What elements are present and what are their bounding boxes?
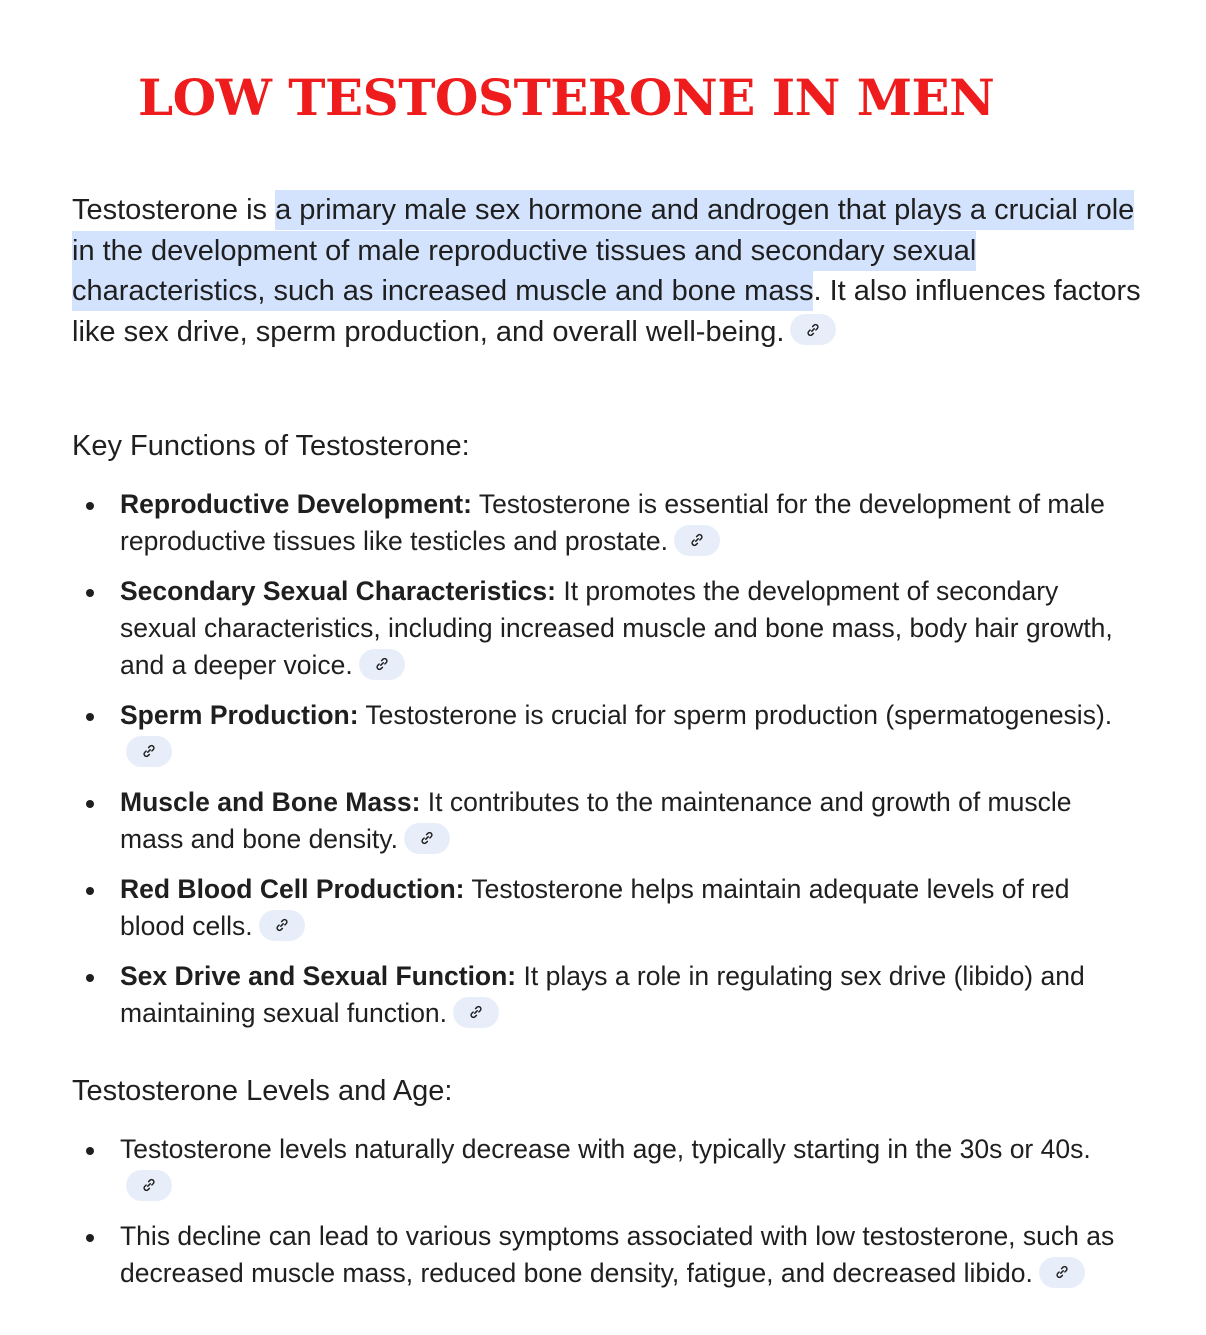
link-icon	[805, 322, 821, 338]
link-icon	[274, 917, 290, 933]
list-item	[72, 1218, 1132, 1292]
citation-link-button[interactable]	[674, 525, 720, 556]
list-item	[72, 958, 1132, 1032]
list-item	[72, 784, 1132, 858]
link-icon	[419, 830, 435, 846]
citation-link-button[interactable]	[359, 649, 405, 680]
link-icon	[141, 743, 157, 759]
link-icon	[141, 1177, 157, 1193]
list-item-text: It promotes the development of secondary sexual characteristics, including increased muscle and bone mass, body hair growth, and a deeper voice.	[120, 576, 1113, 680]
bullet-dot	[86, 589, 94, 597]
bullet-dot	[86, 800, 94, 808]
list-item-text: It contributes to the maintenance and growth of muscle mass and bone density.	[120, 787, 1072, 854]
intro-tail: . It also influences factors like sex drive, sperm production, and overall well-being.	[72, 275, 1141, 348]
list-item-text: It plays a role in regulating sex drive (libido) and maintaining sexual function.	[120, 961, 1085, 1028]
key-functions-list	[72, 486, 1132, 1045]
bullet-dot	[86, 1147, 94, 1155]
page-title: LOW TESTOSTERONE IN MEN	[138, 68, 995, 127]
citation-link-button[interactable]	[126, 736, 172, 767]
citation-link-button[interactable]	[126, 1170, 172, 1201]
bullet-dot	[86, 502, 94, 510]
list-item-text: Testosterone levels naturally decrease with age, typically starting in the 30s or 40s.	[120, 1134, 1091, 1164]
intro-paragraph	[72, 190, 1142, 352]
list-item	[72, 871, 1132, 945]
list-item	[72, 1131, 1132, 1205]
link-icon	[468, 1004, 484, 1020]
key-functions-heading: Key Functions of Testosterone:	[72, 430, 470, 462]
list-item-text: This decline can lead to various symptoms associated with low testosterone, such as decreased muscle mass, reduced bone density, fatigue, and decreased libido.	[120, 1221, 1115, 1288]
link-icon	[1054, 1264, 1070, 1280]
citation-link-button[interactable]	[1039, 1257, 1085, 1288]
citation-link-button[interactable]	[404, 823, 450, 854]
link-icon	[374, 656, 390, 672]
citation-link-button[interactable]	[790, 314, 836, 345]
intro-lead: Testosterone is	[72, 194, 276, 226]
list-item-term: Red Blood Cell Production:	[120, 874, 465, 904]
bullet-dot	[86, 974, 94, 982]
list-item	[72, 697, 1132, 771]
list-item-term: Muscle and Bone Mass:	[120, 787, 421, 817]
intro-highlight: a primary male sex hormone and androgen that plays a crucial role in the development of male reproductive tissues and secondary sexual characteristics, such as increased muscle and bone mass	[72, 190, 1134, 311]
list-item	[72, 573, 1132, 684]
levels-age-list	[72, 1131, 1132, 1305]
list-item	[72, 486, 1132, 560]
link-icon	[689, 532, 705, 548]
list-item-text: Testosterone is essential for the development of male reproductive tissues like testicles and prostate.	[120, 489, 1105, 556]
citation-link-button[interactable]	[453, 997, 499, 1028]
list-item-term: Reproductive Development:	[120, 489, 472, 519]
list-item-term: Sex Drive and Sexual Function:	[120, 961, 517, 991]
levels-age-heading: Testosterone Levels and Age:	[72, 1075, 453, 1107]
bullet-dot	[86, 713, 94, 721]
list-item-term: Secondary Sexual Characteristics:	[120, 576, 556, 606]
list-item-term: Sperm Production:	[120, 700, 359, 730]
list-item-text: Testosterone helps maintain adequate levels of red blood cells.	[120, 874, 1070, 941]
bullet-dot	[86, 887, 94, 895]
citation-link-button[interactable]	[259, 910, 305, 941]
list-item-text: Testosterone is crucial for sperm production (spermatogenesis).	[358, 700, 1113, 730]
bullet-dot	[86, 1234, 94, 1242]
